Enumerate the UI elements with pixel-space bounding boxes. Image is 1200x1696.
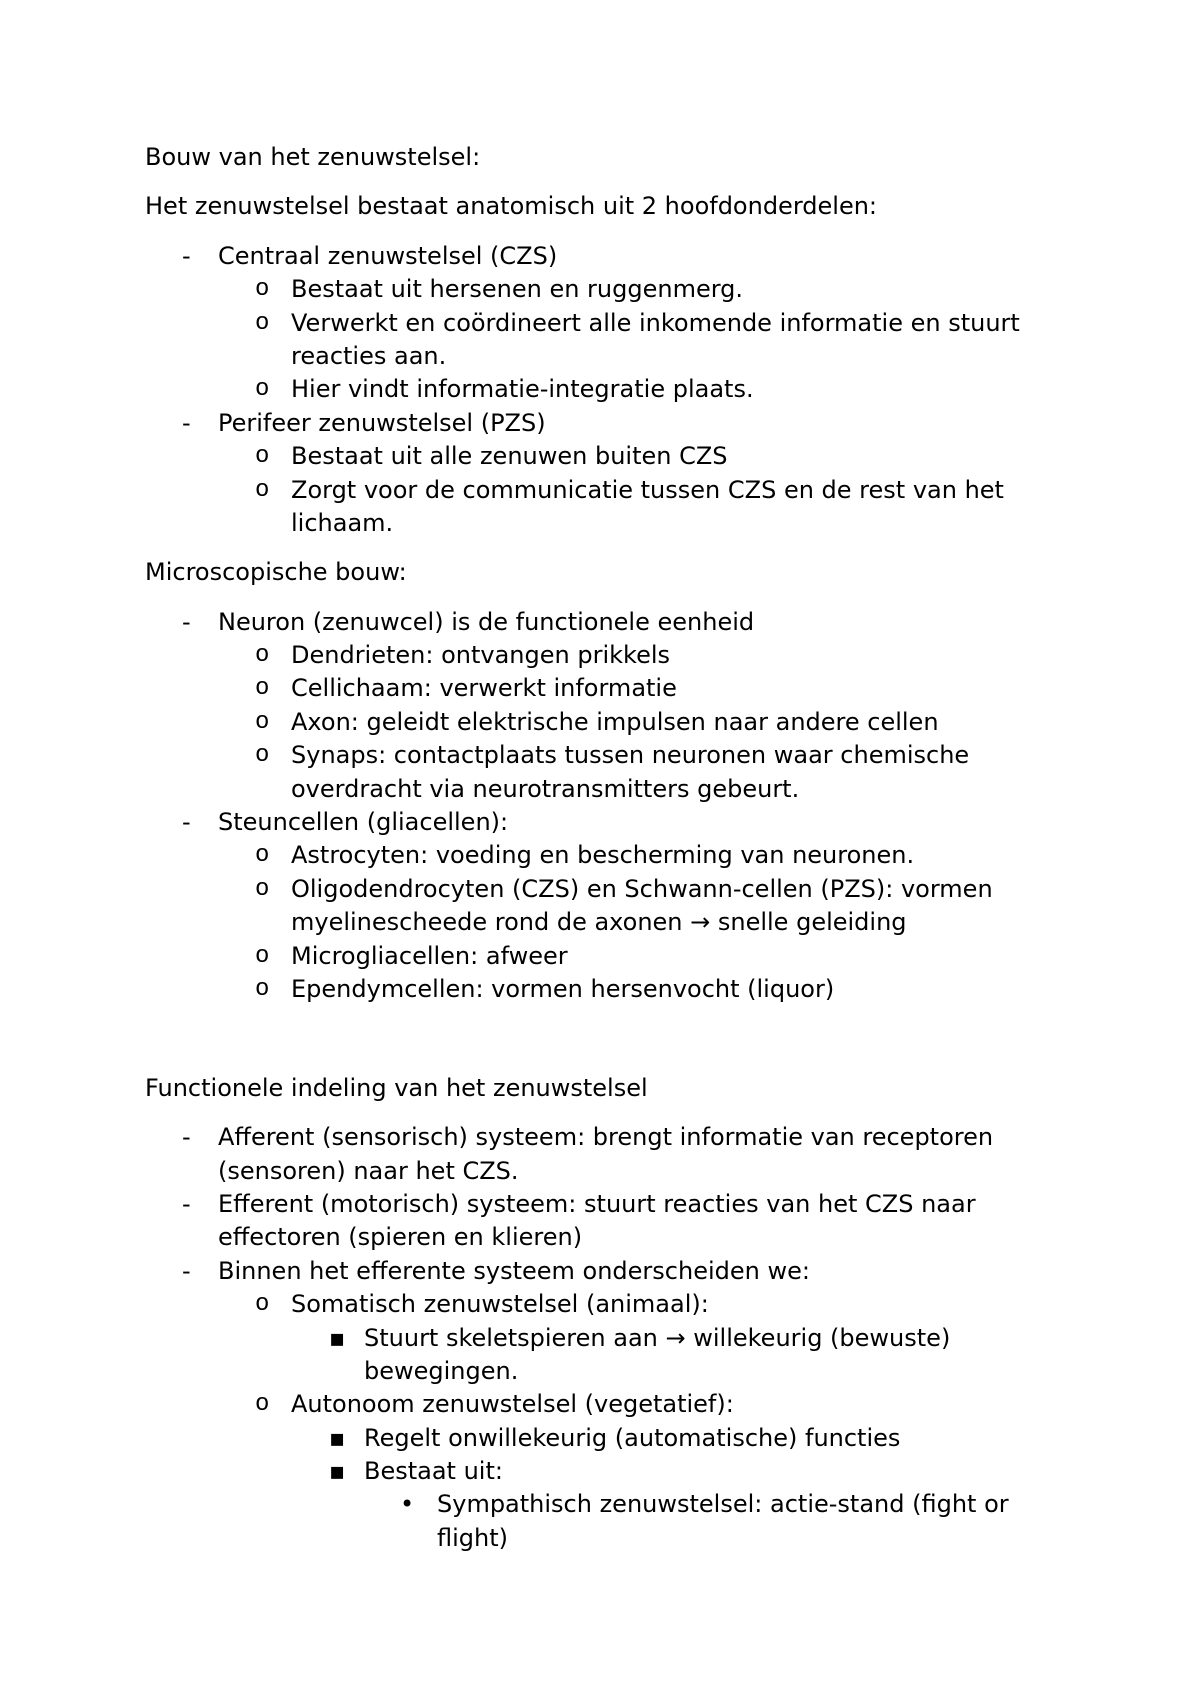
list-item xyxy=(145,973,1200,1006)
circle-bullet: o xyxy=(255,276,270,304)
bullet-list xyxy=(145,1121,1200,1555)
list-item-text: Ependymcellen: vormen hersenvocht (liquor) xyxy=(291,974,835,1003)
list-item-text: myelinescheede rond de axonen → snelle geleiding xyxy=(291,908,907,937)
circle-bullet: o xyxy=(255,476,270,504)
list-item xyxy=(145,1388,1200,1421)
list-item-text: Dendrieten: ontvangen prikkels xyxy=(291,641,671,670)
list-item xyxy=(145,1488,1200,1555)
dash-bullet: - xyxy=(182,408,191,437)
list-item-text: Cellichaam: verwerkt informatie xyxy=(291,674,677,703)
list-item xyxy=(145,240,1200,273)
list-item xyxy=(145,407,1200,440)
list-item-text: Autonoom zenuwstelsel (vegetatief): xyxy=(291,1390,734,1419)
list-item xyxy=(145,1422,1200,1455)
list-item-text: Centraal zenuwstelsel (CZS) xyxy=(218,241,558,270)
list-item xyxy=(145,739,1200,806)
list-item xyxy=(145,806,1200,839)
dash-bullet: - xyxy=(182,1189,191,1218)
bullet-list xyxy=(145,240,1200,541)
list-item xyxy=(145,440,1200,473)
dot-bullet: • xyxy=(400,1490,415,1519)
circle-bullet: o xyxy=(255,376,270,404)
list-item-text: Perifeer zenuwstelsel (PZS) xyxy=(218,408,546,437)
section-heading: Microscopische bouw: xyxy=(145,558,407,587)
list-item xyxy=(145,706,1200,739)
list-item xyxy=(145,639,1200,672)
dash-bullet: - xyxy=(182,808,191,837)
list-item-text: Sympathisch zenuwstelsel: actie-stand (fight or xyxy=(437,1490,1009,1519)
list-item-text: Afferent (sensorisch) systeem: brengt informatie van receptoren xyxy=(218,1123,994,1152)
list-item xyxy=(145,1455,1200,1488)
circle-bullet: o xyxy=(255,1291,270,1319)
intro-paragraph: Het zenuwstelsel bestaat anatomisch uit 2 hoofdonderdelen: xyxy=(145,192,877,221)
bullet-list xyxy=(145,606,1200,1007)
list-item xyxy=(145,273,1200,306)
list-item xyxy=(145,1322,1200,1389)
circle-bullet: o xyxy=(255,875,270,903)
list-item xyxy=(145,1255,1200,1288)
list-item-text: overdracht via neurotransmitters gebeurt. xyxy=(291,774,800,803)
list-item-text: reacties aan. xyxy=(291,341,447,370)
list-item-text: (sensoren) naar het CZS. xyxy=(218,1156,519,1185)
list-item-text: Regelt onwillekeurig (automatische) functies xyxy=(364,1423,901,1452)
list-item-text: Binnen het efferente systeem onderscheiden we: xyxy=(218,1256,810,1285)
list-item-text: Verwerkt en coördineert alle inkomende informatie en stuurt xyxy=(291,308,1020,337)
list-item-text: Somatisch zenuwstelsel (animaal): xyxy=(291,1290,709,1319)
circle-bullet: o xyxy=(255,708,270,736)
dash-bullet: - xyxy=(182,1256,191,1285)
list-item xyxy=(145,606,1200,639)
square-bullet: ▪ xyxy=(329,1323,346,1352)
list-item-text: Hier vindt informatie-integratie plaats. xyxy=(291,375,754,404)
list-item-text: Astrocyten: voeding en bescherming van neuronen. xyxy=(291,841,915,870)
square-bullet: ▪ xyxy=(329,1423,346,1452)
list-item-text: Zorgt voor de communicatie tussen CZS en de rest van het xyxy=(291,475,1004,504)
list-item-text: flight) xyxy=(437,1523,509,1552)
section-heading: Functionele indeling van het zenuwstelsel xyxy=(145,1073,648,1102)
list-item-text: Synaps: contactplaats tussen neuronen waar chemische xyxy=(291,741,970,770)
list-item xyxy=(145,839,1200,872)
dash-bullet: - xyxy=(182,607,191,636)
list-item xyxy=(145,1188,1200,1255)
dash-bullet: - xyxy=(182,1123,191,1152)
list-item xyxy=(145,672,1200,705)
list-item-text: effectoren (spieren en klieren) xyxy=(218,1223,583,1252)
list-item-text: bewegingen. xyxy=(364,1356,519,1385)
list-item-text: Bestaat uit alle zenuwen buiten CZS xyxy=(291,442,728,471)
circle-bullet: o xyxy=(255,942,270,970)
circle-bullet: o xyxy=(255,975,270,1003)
list-item xyxy=(145,873,1200,940)
circle-bullet: o xyxy=(255,675,270,703)
circle-bullet: o xyxy=(255,742,270,770)
list-item-text: Stuurt skeletspieren aan → willekeurig (bewuste) xyxy=(364,1323,951,1352)
section-heading: Bouw van het zenuwstelsel: xyxy=(145,143,481,171)
list-item xyxy=(145,940,1200,973)
list-item-text: Microgliacellen: afweer xyxy=(291,941,568,970)
list-item-text: Neuron (zenuwcel) is de functionele eenheid xyxy=(218,607,755,636)
dash-bullet: - xyxy=(182,241,191,270)
list-item xyxy=(145,307,1200,374)
square-bullet: ▪ xyxy=(329,1457,346,1486)
list-item xyxy=(145,1288,1200,1321)
list-item-text: Efferent (motorisch) systeem: stuurt reacties van het CZS naar xyxy=(218,1189,976,1218)
circle-bullet: o xyxy=(255,842,270,870)
list-item-text: Bestaat uit hersenen en ruggenmerg. xyxy=(291,275,744,304)
circle-bullet: o xyxy=(255,309,270,337)
list-item-text: Bestaat uit: xyxy=(364,1457,503,1486)
circle-bullet: o xyxy=(255,642,270,670)
empty-paragraph xyxy=(145,1022,1200,1055)
list-item-text: Oligodendrocyten (CZS) en Schwann-cellen (PZS): vormen xyxy=(291,874,993,903)
list-item xyxy=(145,373,1200,406)
list-item xyxy=(145,1121,1200,1188)
list-item-text: Steuncellen (gliacellen): xyxy=(218,808,509,837)
list-item xyxy=(145,474,1200,541)
list-item-text: lichaam. xyxy=(291,508,394,537)
circle-bullet: o xyxy=(255,443,270,471)
circle-bullet: o xyxy=(255,1391,270,1419)
list-item-text: Axon: geleidt elektrische impulsen naar andere cellen xyxy=(291,707,939,736)
